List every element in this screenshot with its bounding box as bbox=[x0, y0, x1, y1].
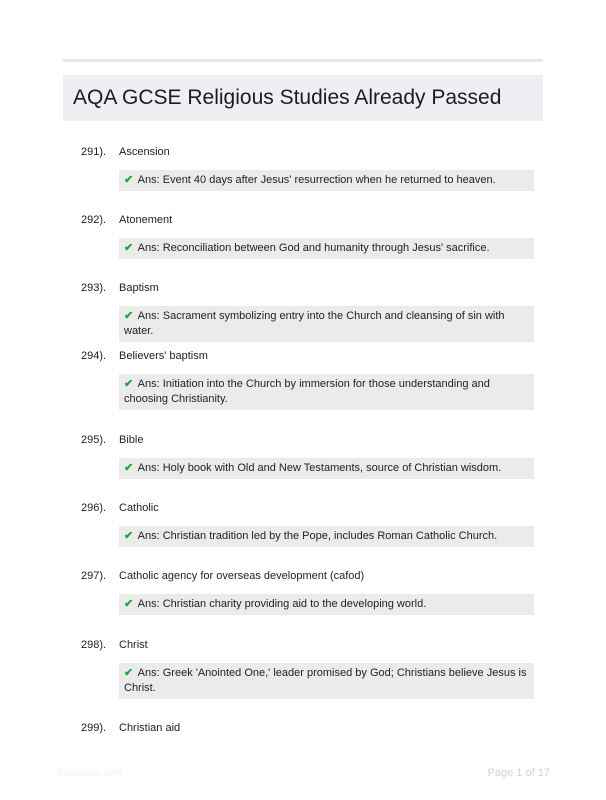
answer-box bbox=[119, 306, 534, 342]
question-number: 294). bbox=[81, 350, 107, 362]
page-number: Page 1 of 17 bbox=[487, 767, 550, 779]
question-number: 291). bbox=[81, 146, 107, 158]
question-term: Catholic agency for overseas development (cafod) bbox=[119, 570, 365, 582]
question-number: 293). bbox=[81, 282, 107, 294]
question-number: 298). bbox=[81, 639, 107, 651]
check-icon: ✔ bbox=[124, 174, 134, 186]
question-number: 296). bbox=[81, 502, 107, 514]
answer-text: Ans: Holy book with Old and New Testaments, source of Christian wisdom. bbox=[137, 462, 502, 474]
answer-box bbox=[119, 594, 534, 615]
check-icon: ✔ bbox=[124, 310, 134, 322]
check-icon: ✔ bbox=[124, 378, 134, 390]
question-term: Christian aid bbox=[119, 722, 181, 734]
page-title: AQA GCSE Religious Studies Already Passed bbox=[73, 86, 502, 109]
answer-text: Ans: Reconciliation between God and humanity through Jesus' sacrifice. bbox=[137, 242, 490, 254]
question-number: 297). bbox=[81, 570, 107, 582]
answer-box bbox=[119, 238, 534, 259]
check-icon: ✔ bbox=[124, 462, 134, 474]
answer-box bbox=[119, 170, 534, 191]
question-number: 295). bbox=[81, 434, 107, 446]
question-term: Believers' baptism bbox=[119, 350, 208, 362]
check-icon: ✔ bbox=[124, 242, 134, 254]
answer-box bbox=[119, 526, 534, 547]
footer-watermark: Paperbbc.com bbox=[58, 768, 123, 779]
question-number: 299). bbox=[81, 722, 107, 734]
question-term: Baptism bbox=[119, 282, 159, 294]
title-banner bbox=[63, 75, 543, 121]
top-divider bbox=[63, 59, 543, 62]
answer-text: Ans: Christian charity providing aid to the developing world. bbox=[137, 598, 427, 610]
answer-box bbox=[119, 374, 534, 410]
answer-text: Ans: Christian tradition led by the Pope, includes Roman Catholic Church. bbox=[137, 530, 498, 542]
answer-text: Ans: Greek 'Anointed One,' leader promised by God; Christians believe Jesus is Christ. bbox=[124, 667, 527, 694]
question-number: 292). bbox=[81, 214, 107, 226]
question-term: Ascension bbox=[119, 146, 170, 158]
answer-text: Ans: Event 40 days after Jesus' resurrection when he returned to heaven. bbox=[137, 174, 496, 186]
question-term: Christ bbox=[119, 639, 148, 651]
answer-text: Ans: Sacrament symbolizing entry into the Church and cleansing of sin with water. bbox=[124, 310, 505, 337]
question-term: Bible bbox=[119, 434, 144, 446]
check-icon: ✔ bbox=[124, 598, 134, 610]
answer-text: Ans: Initiation into the Church by immersion for those understanding and choosing Christianity. bbox=[124, 378, 490, 405]
question-term: Atonement bbox=[119, 214, 173, 226]
answer-box bbox=[119, 458, 534, 479]
check-icon: ✔ bbox=[124, 667, 134, 679]
answer-box bbox=[119, 663, 534, 699]
check-icon: ✔ bbox=[124, 530, 134, 542]
question-term: Catholic bbox=[119, 502, 159, 514]
